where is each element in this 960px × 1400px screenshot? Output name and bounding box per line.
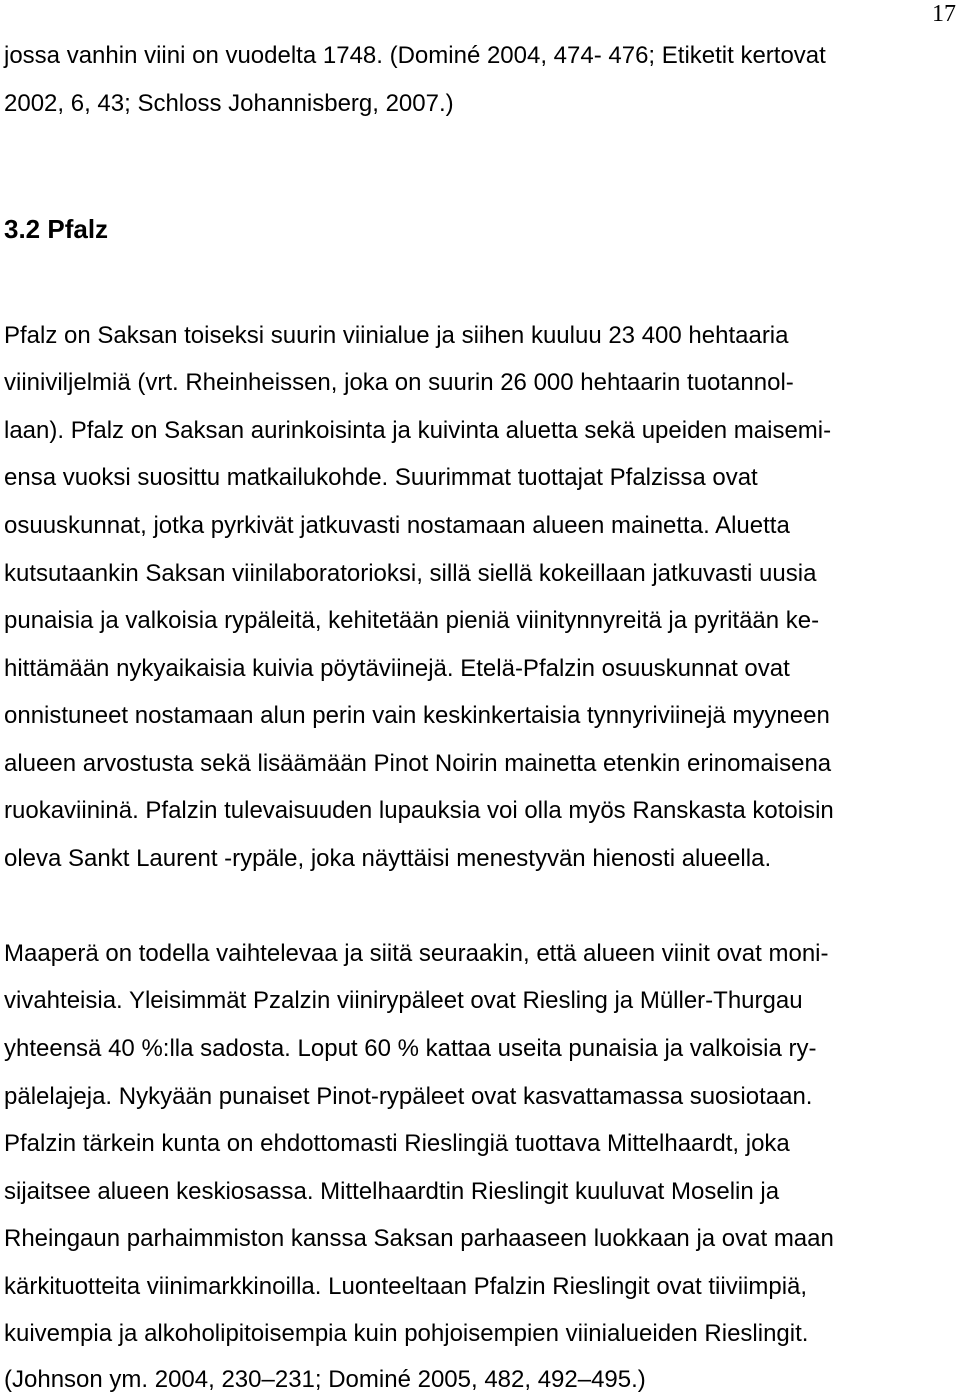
- text-line: vivahteisia. Yleisimmät Pzalzin viinirypäleet ovat Riesling ja Müller-Thurgau: [4, 987, 803, 1014]
- text-line: Pfalzin tärkein kunta on ehdottomasti Rieslingiä tuottava Mittelhaardt, joka: [4, 1130, 790, 1157]
- text-line: yhteensä 40 %:lla sadosta. Loput 60 % kattaa useita punaisia ja valkoisia ry-: [4, 1035, 817, 1062]
- text-line: 2002, 6, 43; Schloss Johannisberg, 2007.): [4, 90, 454, 117]
- text-line: kutsutaankin Saksan viinilaboratorioksi, sillä siellä kokeillaan jatkuvasti uusia: [4, 560, 817, 587]
- text-line: kuivempia ja alkoholipitoisempia kuin pohjoisempien viinialueiden Rieslingit.: [4, 1320, 809, 1347]
- text-line: ensa vuoksi suosittu matkailukohde. Suurimmat tuottajat Pfalzissa ovat: [4, 464, 758, 491]
- text-line: onnistuneet nostamaan alun perin vain keskinkertaisia tynnyriviinejä myyneen: [4, 702, 830, 729]
- text-line: (Johnson ym. 2004, 230–231; Dominé 2005, 482, 492–495.): [4, 1366, 646, 1393]
- text-line: laan). Pfalz on Saksan aurinkoisinta ja kuivinta aluetta sekä upeiden maisemi-: [4, 417, 832, 444]
- text-line: viiniviljelmiä (vrt. Rheinheissen, joka on suurin 26 000 hehtaarin tuotannol-: [4, 369, 794, 396]
- text-line: punaisia ja valkoisia rypäleitä, kehitetään pieniä viinitynnyreitä ja pyritään ke-: [4, 607, 820, 634]
- text-line: Pfalz on Saksan toiseksi suurin viinialue ja siihen kuuluu 23 400 hehtaaria: [4, 322, 789, 349]
- text-line: pälelajeja. Nykyään punaiset Pinot-rypäleet ovat kasvattamassa suosiotaan.: [4, 1083, 813, 1110]
- text-line: Rheingaun parhaimmiston kanssa Saksan parhaaseen luokkaan ja ovat maan: [4, 1225, 834, 1252]
- page-number: 17: [932, 1, 956, 27]
- text-line: hittämään nykyaikaisia kuivia pöytäviinejä. Etelä-Pfalzin osuuskunnat ovat: [4, 655, 790, 682]
- section-heading: 3.2 Pfalz: [4, 214, 109, 244]
- text-line: ruokaviininä. Pfalzin tulevaisuuden lupauksia voi olla myös Ranskasta kotoisin: [4, 797, 834, 824]
- text-line: alueen arvostusta sekä lisäämään Pinot Noirin mainetta etenkin erinomaisena: [4, 750, 832, 777]
- text-line: sijaitsee alueen keskiosassa. Mittelhaardtin Rieslingit kuuluvat Moselin ja: [4, 1178, 780, 1205]
- text-line: osuuskunnat, jotka pyrkivät jatkuvasti nostamaan alueen mainetta. Aluetta: [4, 512, 790, 539]
- text-line: Maaperä on todella vaihtelevaa ja siitä seuraakin, että alueen viinit ovat moni-: [4, 940, 829, 967]
- text-line: oleva Sankt Laurent -rypäle, joka näyttäisi menestyvän hienosti alueella.: [4, 845, 772, 872]
- text-line: jossa vanhin viini on vuodelta 1748. (Dominé 2004, 474- 476; Etiketit kertovat: [4, 42, 826, 69]
- text-line: kärkituotteita viinimarkkinoilla. Luonteeltaan Pfalzin Rieslingit ovat tiiviimpiä,: [4, 1273, 808, 1300]
